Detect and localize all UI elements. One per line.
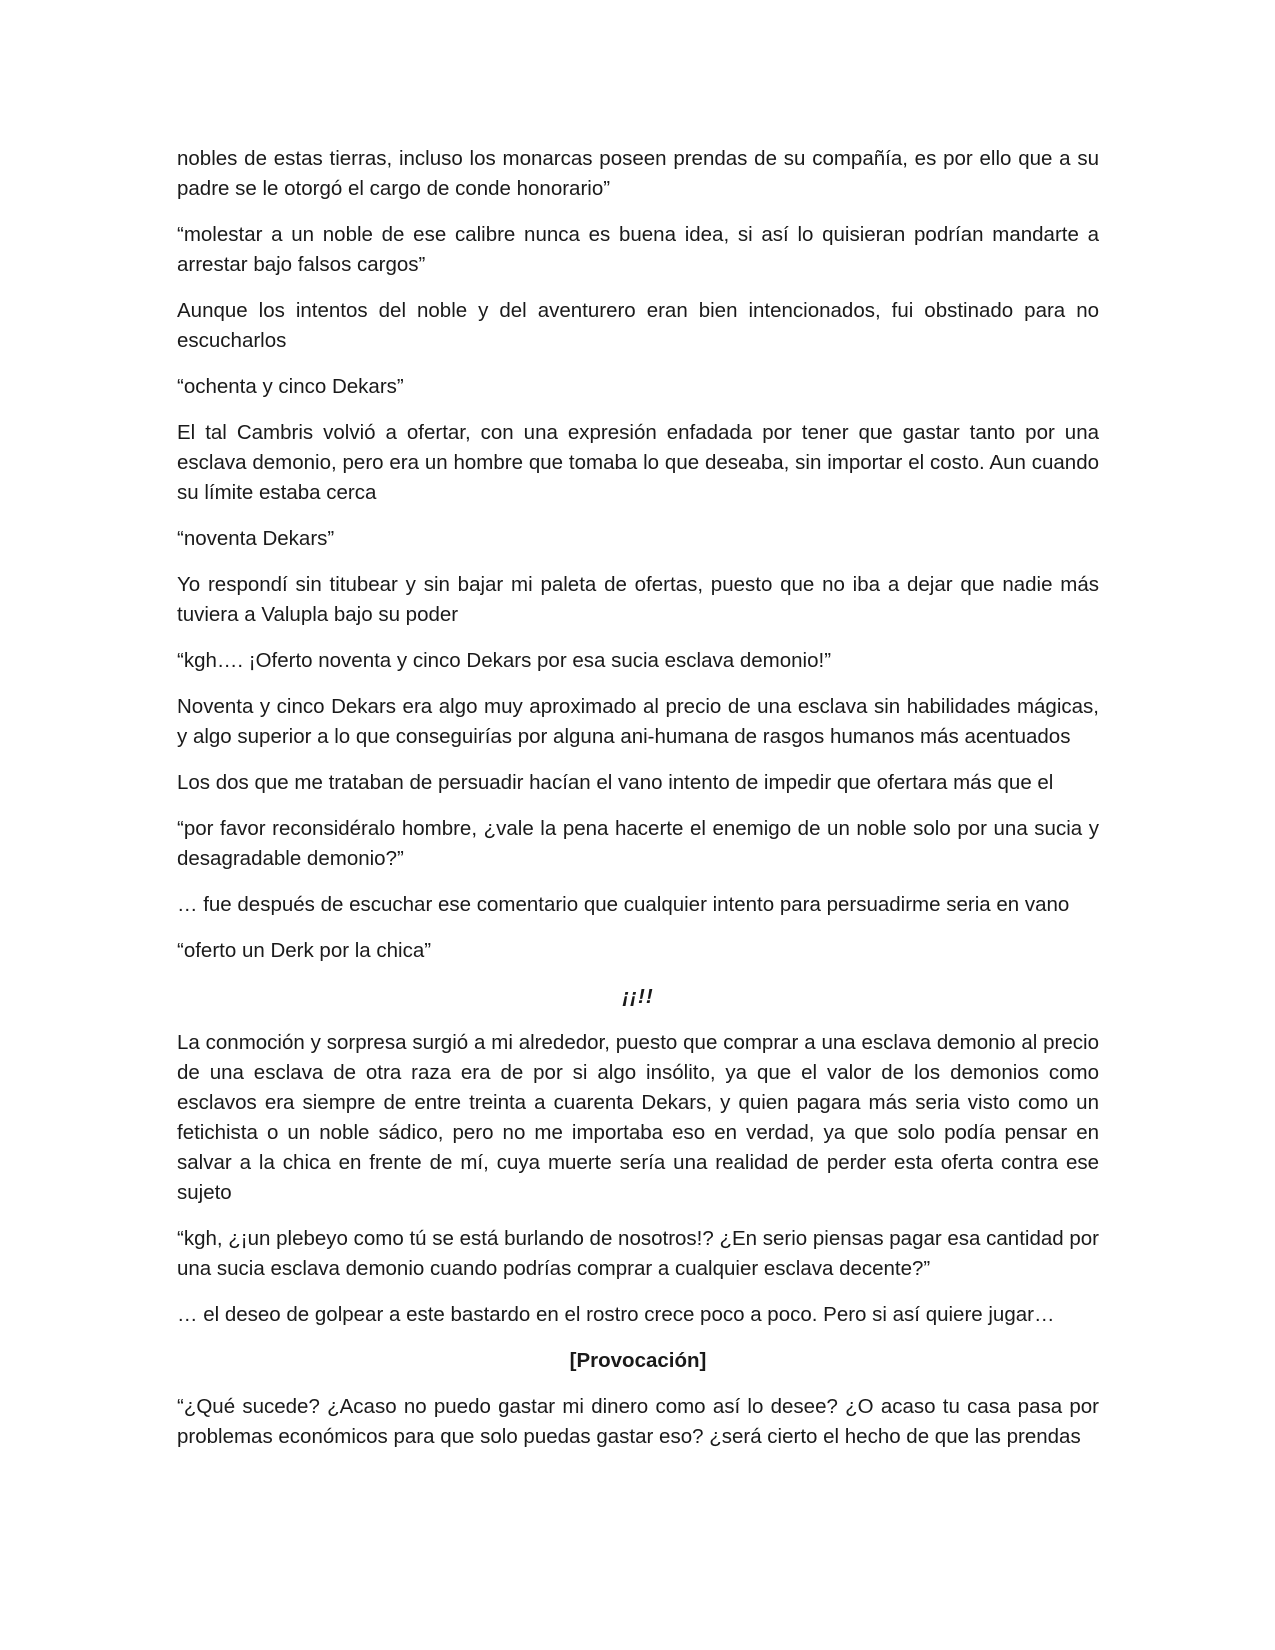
paragraph: … fue después de escuchar ese comentario que cualquier intento para persuadirme seria en vano <box>177 893 1070 916</box>
exclamation-separator: ¡¡!! <box>622 985 654 1008</box>
paragraph: Noventa y cinco Dekars era algo muy aproximado al precio de una esclava sin habilidades mágicas, y algo superior a lo que conseguirías por alguna ani-humana de rasgos humanos más acentuados <box>177 695 1099 748</box>
dialogue-line: “¿Qué sucede? ¿Acaso no puedo gastar mi dinero como así lo desee? ¿O acaso tu casa pasa por problemas económicos para que solo puedas gastar eso? ¿será cierto el hecho de que las prendas <box>177 1395 1099 1448</box>
paragraph: La conmoción y sorpresa surgió a mi alrededor, puesto que comprar a una esclava demonio al precio de una esclava de otra raza era de por si algo insólito, ya que el valor de los demonios como esclavos era siempre de entre treinta a cuarenta Dekars, y quien pagara más seria visto como un fetichista o un noble sádico, pero no me importaba eso en verdad, ya que solo podía pensar en salvar a la chica en frente de mí, cuya muerte sería una realidad de perder esta oferta contra ese sujeto <box>177 1031 1099 1204</box>
paragraph: Aunque los intentos del noble y del aventurero eran bien intencionados, fui obstinado para no escucharlos <box>177 299 1099 352</box>
paragraph: Los dos que me trataban de persuadir hacían el vano intento de impedir que ofertara más que el <box>177 771 1054 794</box>
dialogue-line: “noventa Dekars” <box>177 527 335 550</box>
dialogue-line: “por favor reconsidéralo hombre, ¿vale la pena hacerte el enemigo de un noble solo por una sucia y desagradable demonio?” <box>177 817 1099 870</box>
dialogue-line: “kgh, ¿¡un plebeyo como tú se está burlando de nosotros!? ¿En serio piensas pagar esa cantidad por una sucia esclava demonio cuando podrías comprar a cualquier esclava decente?” <box>177 1227 1099 1280</box>
skill-heading: [Provocación] <box>569 1349 707 1372</box>
dialogue-line: “kgh…. ¡Oferto noventa y cinco Dekars por esa sucia esclava demonio!” <box>177 649 832 672</box>
dialogue-line: “oferto un Derk por la chica” <box>177 939 432 962</box>
document-page <box>177 144 1099 1468</box>
paragraph: … el deseo de golpear a este bastardo en el rostro crece poco a poco. Pero si así quiere jugar… <box>177 1303 1055 1326</box>
paragraph: El tal Cambris volvió a ofertar, con una expresión enfadada por tener que gastar tanto por una esclava demonio, pero era un hombre que tomaba lo que deseaba, sin importar el costo. Aun cuando su límite estaba cerca <box>177 421 1099 504</box>
paragraph: Yo respondí sin titubear y sin bajar mi paleta de ofertas, puesto que no iba a dejar que nadie más tuviera a Valupla bajo su poder <box>177 573 1099 626</box>
dialogue-line: “ochenta y cinco Dekars” <box>177 375 404 398</box>
paragraph: nobles de estas tierras, incluso los monarcas poseen prendas de su compañía, es por ello que a su padre se le otorgó el cargo de conde honorario” <box>177 147 1099 200</box>
paragraph: “molestar a un noble de ese calibre nunca es buena idea, si así lo quisieran podrían mandarte a arrestar bajo falsos cargos” <box>177 223 1099 276</box>
